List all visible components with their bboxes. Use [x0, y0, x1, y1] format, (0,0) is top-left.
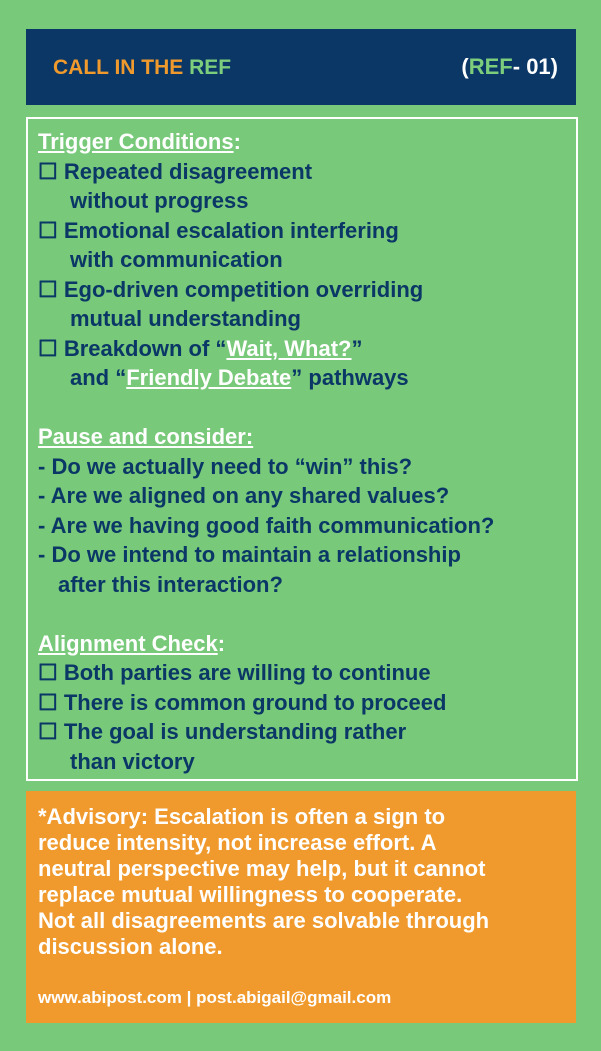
wait-what-link[interactable]: Wait, What? — [226, 335, 352, 361]
pause-item-4-cont: after this interaction? — [58, 571, 283, 597]
trigger-item-text: Repeated disagreement — [63, 158, 313, 184]
trigger-heading — [38, 127, 576, 157]
contact-footer: www.abipost.com | post.abigail@gmail.com — [38, 988, 392, 1007]
title-part-green: REF — [189, 56, 232, 79]
ref-code: REF — [468, 54, 513, 79]
breakdown-post2: ” pathways — [291, 365, 409, 390]
title-part-orange: CALL IN THE — [53, 56, 190, 79]
alignment-item-text: There is common ground to proceed — [63, 689, 447, 715]
section-spacer — [38, 599, 576, 629]
pause-heading-text: Pause and consider: — [38, 424, 254, 449]
content-body — [38, 127, 576, 776]
alignment-item-text: The goal is understanding rather — [63, 719, 407, 744]
alignment-item-3-cont: than victory — [70, 748, 195, 774]
alignment-item-3 — [38, 717, 576, 747]
card-title — [53, 56, 231, 80]
trigger-item-3-cont: mutual understanding — [70, 306, 301, 331]
checkbox-icon: ☐ — [38, 719, 58, 744]
pause-item-4: - Do we intend to maintain a relationship — [38, 542, 461, 567]
trigger-item-4-cont — [38, 363, 576, 393]
alignment-item-1 — [38, 658, 576, 688]
pause-item-2: - Are we aligned on any shared values? — [38, 483, 450, 508]
trigger-item-text: Emotional escalation interfering — [63, 217, 399, 243]
trigger-item-2 — [38, 216, 576, 246]
section-spacer — [38, 393, 576, 423]
trigger-heading-text: Trigger Conditions — [38, 129, 234, 154]
main-content-box — [26, 117, 578, 781]
breakdown-pre2: and “ — [70, 365, 127, 390]
friendly-debate-link[interactable]: Friendly Debate — [126, 365, 292, 390]
ref-number: - 01) — [512, 54, 558, 79]
checkbox-icon: ☐ — [38, 276, 58, 302]
alignment-item-2 — [38, 688, 576, 718]
header-bar — [26, 29, 576, 105]
pause-heading — [38, 422, 576, 452]
trigger-heading-colon: : — [233, 129, 241, 154]
pause-item-1: - Do we actually need to “win” this? — [38, 453, 413, 479]
trigger-item-3 — [38, 275, 576, 305]
trigger-item-1-cont: without progress — [70, 188, 249, 213]
checkbox-icon: ☐ — [38, 217, 58, 243]
trigger-item-1 — [38, 157, 576, 187]
trigger-item-4 — [38, 334, 576, 364]
advisory-text: *Advisory: Escalation is often a sign to reduce intensity, not increase effort. A neutral perspective may help, but it cannot replace mutual willingness to cooperate. Not all disagreements are solvable through discussion alone. — [38, 804, 490, 959]
alignment-heading-text: Alignment Check — [38, 630, 218, 656]
checkbox-icon: ☐ — [38, 158, 58, 184]
breakdown-post: ” — [351, 335, 363, 361]
alignment-heading-colon: : — [217, 630, 226, 656]
advisory-box — [26, 791, 576, 1023]
ref-open-paren: ( — [461, 54, 469, 79]
alignment-item-text: Both parties are willing to continue — [63, 660, 431, 685]
trigger-item-text: Ego-driven competition overriding — [63, 276, 424, 302]
pause-item-3: - Are we having good faith communication? — [38, 512, 495, 538]
alignment-heading — [38, 629, 576, 659]
trigger-item-2-cont: with communication — [70, 247, 283, 272]
checkbox-icon: ☐ — [38, 660, 58, 685]
checkbox-icon: ☐ — [38, 335, 58, 361]
checkbox-icon: ☐ — [38, 689, 58, 715]
breakdown-pre: Breakdown of “ — [63, 335, 227, 361]
card-ref-code — [461, 55, 558, 79]
